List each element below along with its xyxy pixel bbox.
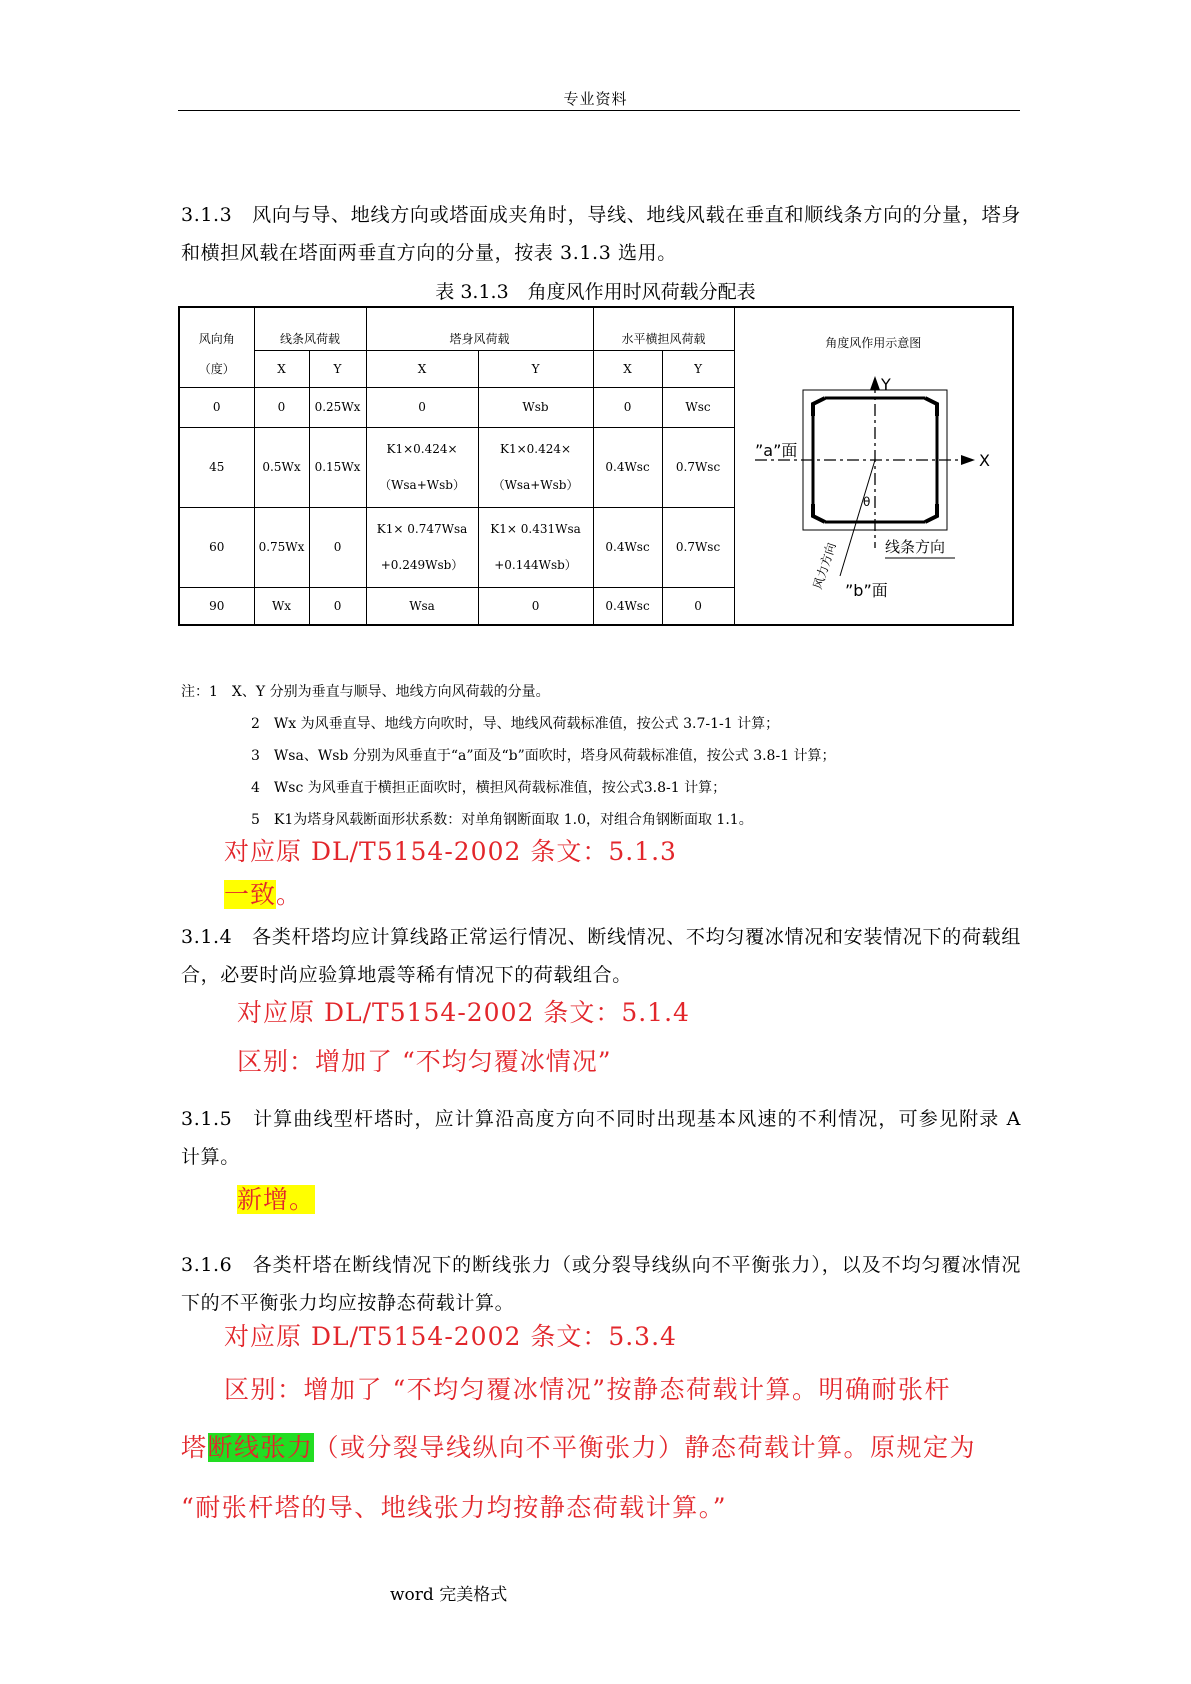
note-5: 5 K1为塔身风载断面形状系数：对单角钢断面取 1.0，对组合角钢断面取 1.1。: [251, 812, 753, 828]
header-line-x: X: [254, 350, 309, 387]
cell-line-x: Wx: [254, 587, 309, 625]
annotation-text: 塔: [181, 1433, 208, 1462]
x-arrow: [961, 455, 975, 465]
annotation-text: （或分裂导线纵向不平衡张力）静态荷载计算。原规定为: [313, 1433, 977, 1462]
section-3-1-6: 3.1.6 各类杆塔在断线情况下的断线张力（或分裂导线纵向不平衡张力），以及不均匀覆冰情况下的不平衡张力均应按静态荷载计算。: [181, 1254, 1021, 1314]
cell-arm-x: 0: [593, 387, 662, 427]
header-line-load: 线条风荷载: [254, 307, 366, 350]
cell-line-y: 0.15Wx: [309, 427, 366, 507]
section-3-1-3: 3.1.3 风向与导、地线方向或塔面成夹角时，导线、地线风载在垂直和顺线条方向的分量，塔身和横担风载在塔面两垂直方向的分量，按表 3.1.3 选用。: [181, 204, 1021, 264]
cell-tower-y: [478, 427, 593, 507]
cell-arm-y: 0.7Wsc: [662, 507, 734, 587]
header-tower-load: 塔身风荷载: [366, 307, 593, 350]
cell-arm-x: 0.4Wsc: [593, 427, 662, 507]
cell-angle: 90: [179, 587, 254, 625]
cell-tower-y: Wsb: [478, 387, 593, 427]
cell-line-y: 0: [309, 507, 366, 587]
y-arrow: [870, 376, 880, 390]
label-line-dir: 线条方向: [884, 538, 945, 556]
page-header: 专业资料: [563, 90, 628, 108]
annotation-ref-5-1-3: 对应原 DL/T5154-2002 条文：5.1.3: [224, 837, 677, 866]
annotation-new: [237, 1180, 315, 1216]
cell-line-y: 0.25Wx: [309, 387, 366, 427]
label-a-face: ”a”面: [754, 441, 797, 460]
header-arm-y: Y: [662, 350, 734, 387]
wind-direction-line: [840, 460, 875, 576]
highlight-consistent: 一致: [224, 880, 277, 909]
cell-tower-x: [366, 507, 478, 587]
header-angle: 风向角: [179, 307, 254, 350]
header-diagram: 角度风作用示意图: [825, 336, 922, 350]
annotation-difference-2: 区别：增加了 “不均匀覆冰情况”按静态荷载计算。明确耐张杆: [224, 1375, 952, 1404]
header-arm-x: X: [593, 350, 662, 387]
annotation-tail: 。: [276, 880, 303, 909]
cell-arm-y: Wsc: [662, 387, 734, 427]
page-footer: word 完美格式: [390, 1585, 508, 1605]
cell-text: K1× 0.431Wsa: [490, 522, 581, 536]
label-y: Y: [880, 376, 891, 394]
cell-text: （Wsa+Wsb）: [379, 478, 465, 492]
cell-line-x: 0.75Wx: [254, 507, 309, 587]
cell-angle: 45: [179, 427, 254, 507]
note-2: 2 Wx 为风垂直导、地线方向吹时，导、地线风荷载标准值，按公式 3.7-1-1 计算；: [251, 716, 780, 732]
cell-text: K1× 0.747Wsa: [376, 522, 468, 536]
label-theta: θ: [862, 495, 870, 509]
cell-line-y: 0: [309, 587, 366, 625]
cell-arm-y: 0.7Wsc: [662, 427, 734, 507]
section-3-1-5: 3.1.5 计算曲线型杆塔时，应计算沿高度方向不同时出现基本风速的不利情况，可参见附录 A 计算。: [181, 1108, 1021, 1168]
cell-angle: 0: [179, 387, 254, 427]
section-3-1-4: 3.1.4 各类杆塔均应计算线路正常运行情况、断线情况、不均匀覆冰情况和安装情况下的荷载组合，必要时尚应验算地震等稀有情况下的荷载组合。: [181, 926, 1021, 986]
cell-text: K1×0.424×: [499, 442, 572, 456]
cell-angle: 60: [179, 507, 254, 587]
cell-text: +0.249Wsb）: [380, 558, 464, 572]
label-b-face: ”b”面: [844, 581, 888, 600]
note-1: 注：1 X、Y 分别为垂直与顺导、地线方向风荷载的分量。: [181, 684, 550, 700]
annotation-ref-5-1-4: 对应原 DL/T5154-2002 条文：5.1.4: [237, 998, 690, 1027]
highlight-new: 新增。: [237, 1185, 316, 1214]
cell-tower-x: Wsa: [366, 587, 478, 625]
cell-line-x: 0: [254, 387, 309, 427]
note-3: 3 Wsa、Wsb 分别为风垂直于“a”面及“b”面吹时，塔身风荷载标准值，按公式 3.8-1 计算；: [251, 748, 836, 764]
cell-tower-x: 0: [366, 387, 478, 427]
cell-line-x: 0.5Wx: [254, 427, 309, 507]
cell-arm-x: 0.4Wsc: [593, 507, 662, 587]
annotation-difference-2-line2: [181, 1428, 976, 1464]
header-arm-load: 水平横担风荷载: [593, 307, 734, 350]
cell-tower-y: [478, 507, 593, 587]
cell-text: （Wsa+Wsb）: [492, 478, 579, 492]
header-line-y: Y: [309, 350, 366, 387]
header-tower-y: Y: [478, 350, 593, 387]
table-caption: 表 3.1.3 角度风作用时风荷载分配表: [435, 281, 756, 303]
header-tower-x: X: [366, 350, 478, 387]
label-x: X: [978, 451, 990, 470]
header-angle-unit: （度）: [179, 350, 254, 387]
header-rule: [178, 110, 1020, 111]
annotation-ref-5-3-4: 对应原 DL/T5154-2002 条文：5.3.4: [224, 1322, 677, 1351]
note-4: 4 Wsc 为风垂直于横担正面吹时，横担风荷载标准值，按公式3.8-1 计算；: [251, 780, 727, 796]
diagram-cell: [734, 307, 1013, 625]
cell-tower-x: [366, 427, 478, 507]
cell-tower-y: 0: [478, 587, 593, 625]
cell-text: +0.144Wsb）: [494, 558, 577, 572]
wind-angle-diagram: [735, 376, 1014, 616]
cell-arm-y: 0: [662, 587, 734, 625]
label-wind-dir: 风力方向: [810, 540, 839, 591]
highlight-break-tension: 断线张力: [207, 1433, 314, 1462]
annotation-difference-1: 区别：增加了 “不均匀覆冰情况”: [237, 1047, 612, 1076]
wind-load-table: [178, 306, 1014, 626]
cell-arm-x: 0.4Wsc: [593, 587, 662, 625]
annotation-consistent: [224, 875, 302, 911]
annotation-difference-2-line3: “耐张杆塔的导、地线张力均按静态荷载计算。”: [181, 1493, 728, 1522]
cell-text: K1×0.424×: [386, 442, 458, 456]
